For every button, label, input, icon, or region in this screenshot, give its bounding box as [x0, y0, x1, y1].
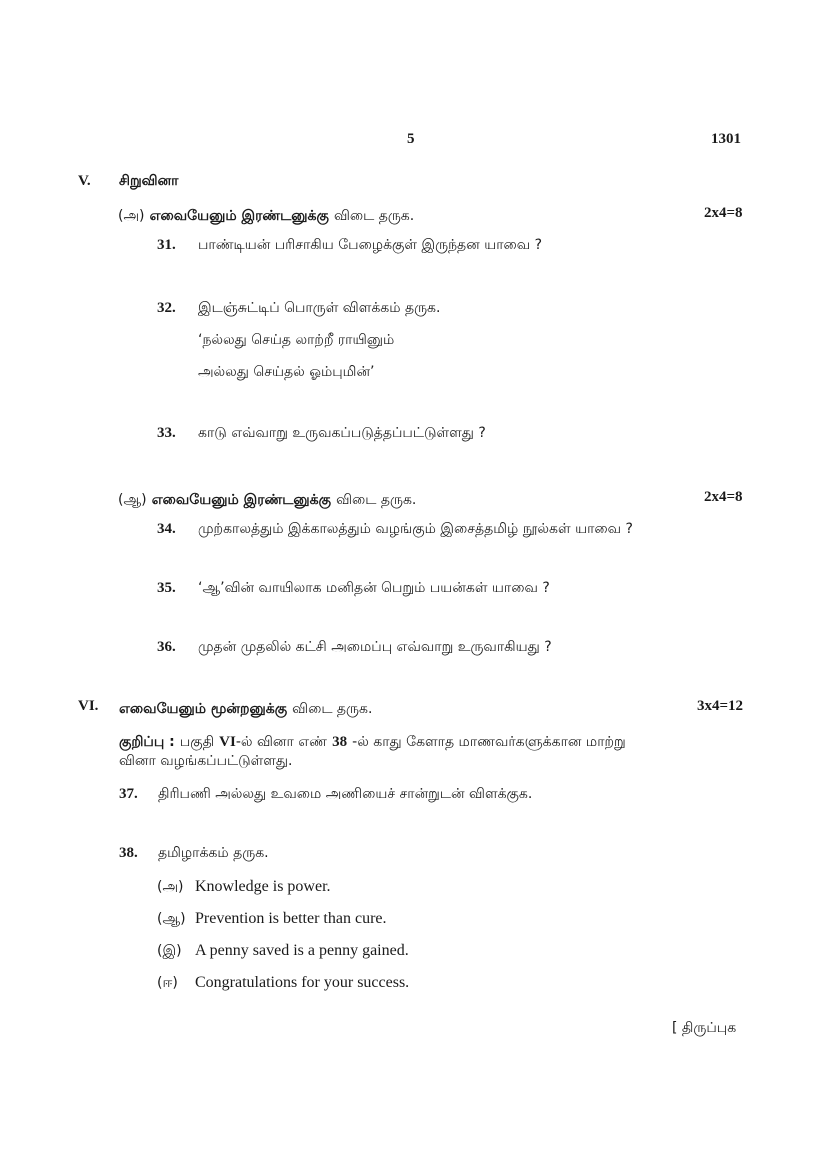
translation-item [157, 876, 331, 897]
item-label: (ஆ) [157, 911, 186, 927]
part-a-instruction [118, 205, 414, 226]
section-vi-numeral: VI. [78, 698, 99, 714]
part-b-label: (ஆ) [118, 492, 147, 508]
item-text: Congratulations for your success. [195, 974, 410, 991]
section-v-numeral: V. [78, 173, 91, 189]
translation-item [157, 908, 387, 929]
question-text: ‘ஆ’வின் வாயிலாக மனிதன் பெறும் பயன்கள் யாவை ? [198, 580, 550, 596]
question-text: இடஞ்சுட்டிப் பொருள் விளக்கம் தருக. [198, 300, 441, 316]
item-label: (ஈ) [157, 975, 178, 991]
part-b-instruction-bold: எவையேனும் இரண்டனுக்கு [151, 492, 331, 508]
note-line-2: வினா வழங்கப்பட்டுள்ளது. [119, 753, 293, 769]
question-text: தமிழாக்கம் தருக. [158, 845, 269, 861]
question-text: பாண்டியன் பரிசாகிய பேழைக்குள் இருந்தன யாவை ? [198, 237, 543, 253]
note-label: குறிப்பு : [119, 734, 175, 750]
question-number: 32. [157, 300, 176, 316]
question-text: முற்காலத்தும் இக்காலத்தும் வழங்கும் இசைத்தமிழ் நூல்கள் யாவை ? [198, 521, 633, 537]
part-a-marks: 2x4=8 [704, 205, 743, 221]
section-vi-instruction-bold: எவையேனும் மூன்றனுக்கு [119, 701, 288, 717]
note-question-ref: 38 [332, 734, 348, 750]
translation-item [157, 940, 409, 961]
paper-code: 1301 [711, 131, 741, 147]
part-a-label: (அ) [118, 208, 145, 224]
question-text: காடு எவ்வாறு உருவகப்படுத்தப்பட்டுள்ளது ? [198, 425, 486, 441]
note-text: -ல் காது கேளாத மாணவர்களுக்கான மாற்று [352, 734, 626, 750]
note-text: பகுதி [179, 734, 215, 750]
question-number: 35. [157, 580, 176, 596]
question-number: 38. [119, 845, 138, 861]
question-number: 31. [157, 237, 176, 253]
question-number: 33. [157, 425, 176, 441]
turn-over-note: [ திருப்புக [672, 1020, 737, 1036]
item-label: (அ) [157, 879, 184, 895]
question-number: 36. [157, 639, 176, 655]
part-a-instruction-rest: விடை தருக. [333, 208, 415, 224]
section-vi-instruction-rest: விடை தருக. [292, 701, 373, 717]
translation-item [157, 972, 409, 993]
part-b-marks: 2x4=8 [704, 489, 743, 505]
page-number: 5 [407, 131, 415, 147]
section-v-title: சிறுவினா [119, 173, 179, 189]
question-number: 37. [119, 786, 138, 802]
item-label: (இ) [157, 943, 182, 959]
part-b-instruction [118, 489, 416, 510]
note-text: -ல் வினா எண் [235, 734, 327, 750]
note-section-ref: VI [219, 734, 236, 750]
question-number: 34. [157, 521, 176, 537]
section-vi-instruction [119, 698, 372, 719]
question-text: முதன் முதலில் கட்சி அமைப்பு எவ்வாறு உருவாகியது ? [198, 639, 552, 655]
item-text: Prevention is better than cure. [195, 910, 387, 927]
note [119, 731, 626, 752]
question-text: திரிபணி அல்லது உவமை அணியைச் சான்றுடன் விளக்குக. [158, 786, 533, 802]
part-b-instruction-rest: விடை தருக. [336, 492, 417, 508]
quote-line-2: அல்லது செய்தல் ஓம்புமின்’ [198, 364, 375, 380]
item-text: Knowledge is power. [195, 878, 331, 895]
quote-line-1: ‘நல்லது செய்த லாற்றீ ராயினும் [198, 332, 395, 348]
section-vi-marks: 3x4=12 [697, 698, 744, 714]
item-text: A penny saved is a penny gained. [195, 942, 409, 959]
part-a-instruction-bold: எவையேனும் இரண்டனுக்கு [149, 208, 329, 224]
